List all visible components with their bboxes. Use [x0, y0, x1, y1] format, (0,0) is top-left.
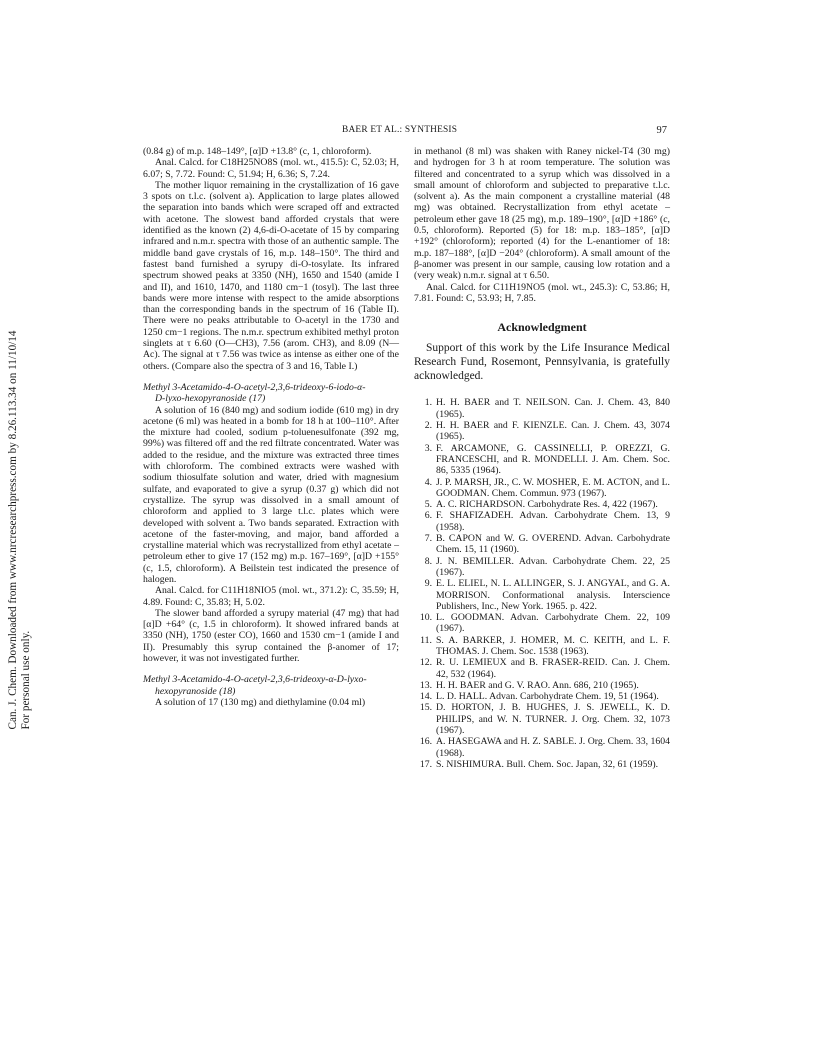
reference-item — [414, 736, 670, 759]
reference-text: B. CAPON and W. G. OVEREND. Advan. Carbohydrate Chem. 15, 11 (1960). — [436, 533, 670, 556]
reference-item — [414, 612, 670, 635]
reference-item — [414, 477, 670, 500]
reference-item — [414, 657, 670, 680]
watermark-line-1: Can. J. Chem. Downloaded from www.nrcresearchpress.com by 8.26.113.34 on 11/10/14 — [7, 330, 19, 730]
reference-item — [414, 533, 670, 556]
reference-number: 8. — [424, 555, 432, 567]
reference-number: 9. — [424, 578, 432, 590]
running-title: BAER ET AL.: SYNTHESIS — [342, 125, 458, 135]
reference-number: 2. — [424, 420, 432, 432]
reference-number: 10. — [419, 612, 432, 624]
reference-number: 6. — [424, 510, 432, 522]
reference-text: J. P. MARSH, JR., C. W. MOSHER, E. M. ACTON, and L. GOODMAN. Chem. Commun. 973 (1967). — [436, 476, 670, 499]
reference-number: 16. — [419, 736, 432, 748]
reference-number: 5. — [424, 499, 432, 511]
paragraph: A solution of 16 (840 mg) and sodium iodide (610 mg) in dry acetone (6 ml) was heated in a bomb for 18 h at 100–110°. After the mixture had cooled, sodium p-toluenesulfonate (392 mg, 99%) was filtered off and the red filtrate concentrated. Water was added to the residue, and the mixture was extracted three times with chloroform. The combined extracts were washed with sodium thiosulfate solution and water, dried with magnesium sulfate, and evaporated to give a syrup (0.37 g) which did not crystallize. The syrup was dissolved in a small amount of chloroform and applied to 3 large t.l.c. plates which were developed with solvent a. Two bands separated. Extraction with acetone of the faster-moving, and major, band afforded a crystalline material which was recrystallized from ethyl acetate – petroleum ether to give 17 (152 mg) m.p. 167–169°, [α]D +155° (c, 1.5, chloroform). A Beilstein test indicated the presence of halogen. — [143, 404, 399, 585]
reference-text: H. H. BAER and T. NEILSON. Can. J. Chem. 43, 840 (1965). — [436, 397, 670, 420]
reference-text: F. SHAFIZADEH. Advan. Carbohydrate Chem. 13, 9 (1958). — [436, 510, 670, 533]
heading-line: Methyl 3-Acetamido-4-O-acetyl-2,3,6-trideoxy-α-D-lyxo- — [143, 674, 367, 686]
reference-text: A. C. RICHARDSON. Carbohydrate Res. 4, 422 (1967). — [436, 499, 658, 511]
reference-item — [414, 691, 670, 702]
reference-number: 13. — [419, 679, 432, 691]
reference-text: S. NISHIMURA. Bull. Chem. Soc. Japan, 32, 61 (1959). — [436, 758, 659, 770]
reference-text: H. H. BAER and G. V. RAO. Ann. 686, 210 (1965). — [436, 679, 639, 691]
reference-number: 17. — [419, 758, 432, 770]
download-watermark — [0, 300, 40, 760]
paragraph: The mother liquor remaining in the crystallization of 16 gave 3 spots on t.l.c. (solvent a). Application to large plates allowed the separation into bands which were scraped off and extracted with acetone. The slowest band afforded crystals that were identified as the known (2) 4,6-di-O-acetate of 15 by comparing infrared and n.m.r. spectra with those of an authentic sample. The middle band gave crystals of 16, m.p. 148–150°. The third and fastest band furnished a syrupy di-O-tosylate. Its infrared spectrum showed peaks at 3350 (NH), 1650 and 1540 (amide I and II), and 1610, 1470, and 1180 cm−1 (tosyl). The last three bands were more intense with respect to the amide absorptions than the corresponding bands in the spectrum of 16 (Table II). There were no peaks attributable to O-acetyl in the 1730 and 1250 cm−1 regions. The n.m.r. spectrum exhibited methyl proton singlets at τ 6.60 (O—CH3), 7.56 (arom. CH3), and 8.09 (N—Ac). The signal at τ 7.56 was twice as intense as either one of the others. (Compare also the spectra of 3 and 16, Table I.) — [143, 179, 399, 372]
reference-text: L. D. HALL. Advan. Carbohydrate Chem. 19, 51 (1964). — [436, 691, 659, 703]
page-number: 97 — [656, 125, 667, 136]
reference-text: L. GOODMAN. Advan. Carbohydrate Chem. 22, 109 (1967). — [436, 612, 670, 635]
section-heading — [143, 674, 399, 697]
reference-number: 15. — [419, 702, 432, 714]
watermark-line-2: For personal use only. — [20, 630, 32, 730]
reference-text: D. HORTON, J. B. HUGHES, J. S. JEWELL, K. D. PHILIPS, and W. N. TURNER. J. Org. Chem. 32, 1073 (1967). — [436, 702, 670, 737]
paragraph: in methanol (8 ml) was shaken with Raney nickel-T4 (30 mg) and hydrogen for 3 h at room temperature. The solution was filtered and concentrated to a syrup which was dissolved in a small amount of chloroform and subjected to preparative t.l.c. (solvent a). As the main component a crystalline material (48 mg) was obtained. Recrystallization from ethyl acetate – petroleum ether gave 18 (25 mg), m.p. 189–190°, [α]D +186° (c, 0.5, chloroform). Reported (5) for 18: m.p. 183–185°, [α]D +192° (chloroform); reported (4) for the L-enantiomer of 18: m.p. 187–188°, [α]D −204° (chloroform). A small amount of the β-anomer was present in our sample, causing low rotation and a (very weak) n.m.r. signal at τ 6.50. — [414, 146, 670, 282]
acknowledgment-body: Support of this work by the Life Insurance Medical Research Fund, Rosemont, Pennsylvania, is gratefully acknowledged. — [414, 342, 670, 383]
reference-item — [414, 510, 670, 533]
reference-number: 3. — [424, 442, 432, 454]
analysis-paragraph: Anal. Calcd. for C11H18NIO5 (mol. wt., 371.2): C, 35.59; H, 4.89. Found: C, 35.83; H, 5.02. — [143, 585, 399, 608]
analysis-paragraph: Anal. Calcd. for C18H25NO8S (mol. wt., 415.5): C, 52.03; H, 6.07; S, 7.72. Found: C, 51.94; H, 6.36; S, 7.24. — [143, 157, 399, 180]
analysis-paragraph: Anal. Calcd. for C11H19NO5 (mol. wt., 245.3): C, 53.86; H, 7.81. Found: C, 53.93; H, 7.85. — [414, 281, 670, 304]
reference-item — [414, 702, 670, 736]
reference-item — [414, 759, 670, 770]
reference-number: 11. — [420, 634, 432, 646]
left-column — [143, 146, 399, 708]
reference-number: 1. — [424, 397, 432, 409]
paragraph: A solution of 17 (130 mg) and diethylamine (0.04 ml) — [155, 696, 366, 708]
reference-item — [414, 680, 670, 691]
reference-item — [414, 443, 670, 477]
reference-number: 14. — [419, 691, 432, 703]
heading-line: Methyl 3-Acetamido-4-O-acetyl-2,3,6-trideoxy-6-iodo-α- — [143, 381, 366, 393]
page-header — [147, 125, 667, 139]
watermark-text — [7, 331, 33, 730]
paragraph: (0.84 g) of m.p. 148–149°, [α]D +13.8° (c, 1, chloroform). — [143, 146, 372, 157]
section-heading — [143, 382, 399, 405]
reference-text: J. N. BEMILLER. Advan. Carbohydrate Chem. 22, 25 (1967). — [436, 555, 670, 578]
reference-text: A. HASEGAWA and H. Z. SABLE. J. Org. Chem. 33, 1604 (1968). — [436, 736, 670, 759]
reference-item — [414, 556, 670, 579]
reference-text: F. ARCAMONE, G. CASSINELLI, P. OREZZI, G. FRANCESCHI, and R. MONDELLI. J. Am. Chem. Soc. 86, 5335 (1964). — [436, 442, 670, 477]
paragraph: The slower band afforded a syrupy material (47 mg) that had [α]D +64° (c, 1.5 in chloroform). It showed infrared bands at 3350 (NH), 1750 (ester CO), 1660 and 1530 cm−1 (amide I and II). Presumably this syrup contained the β-anomer of 17; however, it was not investigated further. — [143, 607, 399, 665]
reference-number: 7. — [424, 533, 432, 545]
heading-line: hexopyranoside (18) — [155, 685, 236, 697]
reference-text: E. L. ELIEL, N. L. ALLINGER, S. J. ANGYAL, and G. A. MORRISON. Conformational analysis. Interscience Publishers, Inc., New York. 1965. p. 422. — [436, 578, 670, 612]
reference-number: 4. — [424, 476, 432, 488]
reference-item — [414, 499, 670, 510]
reference-text: R. U. LEMIEUX and B. FRASER-REID. Can. J. Chem. 42, 532 (1964). — [436, 657, 670, 680]
reference-item — [414, 397, 670, 420]
reference-text: S. A. BARKER, J. HOMER, M. C. KEITH, and L. F. THOMAS. J. Chem. Soc. 1538 (1963). — [436, 634, 670, 657]
reference-list — [414, 397, 670, 770]
reference-text: H. H. BAER and F. KIENZLE. Can. J. Chem. 43, 3074 (1965). — [436, 420, 670, 443]
reference-item — [414, 578, 670, 612]
reference-number: 12. — [419, 657, 432, 669]
acknowledgment-heading: Acknowledgment — [497, 320, 587, 335]
heading-line: D-lyxo-hexopyranoside (17) — [155, 393, 266, 405]
reference-item — [414, 420, 670, 443]
right-column — [414, 146, 670, 770]
reference-item — [414, 635, 670, 658]
